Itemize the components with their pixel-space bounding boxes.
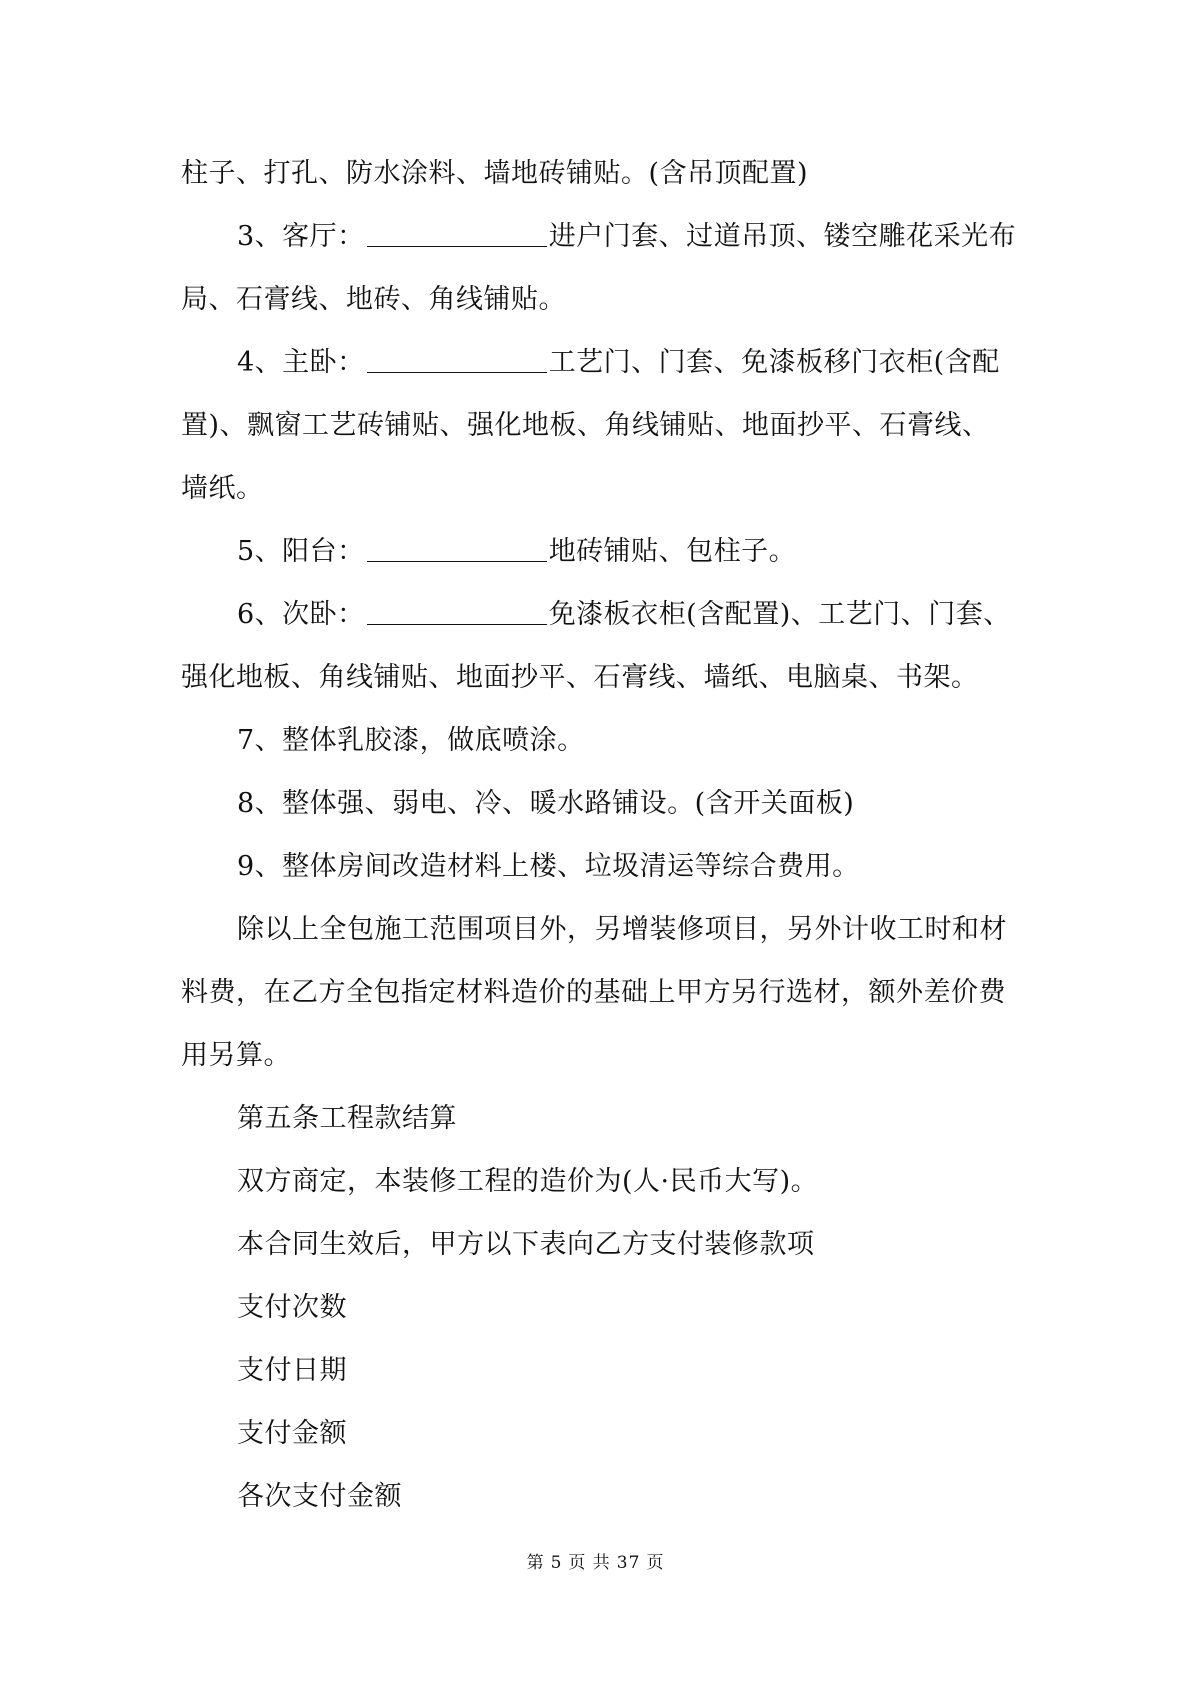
- list-item-living-room: [181, 205, 1021, 268]
- payment-field-count: 支付次数: [237, 1292, 347, 1323]
- fill-in-blank: [367, 216, 547, 247]
- paragraph-payment: 本合同生效后，甲方以下表向乙方支付装修款项: [237, 1229, 815, 1260]
- page-footer: [0, 1548, 1191, 1573]
- list-item-balcony: [181, 520, 1021, 583]
- section-heading: 第五条工程款结算: [237, 1103, 457, 1134]
- fill-in-blank: [367, 531, 547, 562]
- item-text: 地砖铺贴、包柱子。: [548, 536, 797, 567]
- item-label: 6、次卧：: [237, 599, 365, 630]
- text-line: 用另算。: [181, 1040, 291, 1071]
- payment-field-amount: 支付金额: [237, 1418, 347, 1449]
- fill-in-blank: [367, 342, 547, 373]
- list-item-electrical: 8、整体强、弱电、冷、暖水路铺设。(含开关面板): [237, 788, 855, 819]
- text-line: 置)、飘窗工艺砖铺贴、强化地板、角线铺贴、地面抄平、石膏线、: [181, 410, 990, 441]
- payment-field-each-amount: 各次支付金额: [237, 1481, 402, 1512]
- list-item-second-bedroom: [181, 583, 1021, 646]
- text-line: 墙纸。: [181, 473, 264, 504]
- item-label: 4、主卧：: [237, 347, 365, 378]
- text-line: 强化地板、角线铺贴、地面抄平、石膏线、墙纸、电脑桌、书架。: [181, 662, 979, 693]
- text-line: 局、石膏线、地砖、角线铺贴。: [181, 284, 566, 315]
- footer-prefix: 第: [526, 1553, 545, 1573]
- list-item-cleanup: 9、整体房间改造材料上楼、垃圾清运等综合费用。: [237, 851, 860, 882]
- footer-suffix: 页: [646, 1553, 665, 1573]
- item-label: 3、客厅：: [237, 221, 365, 252]
- total-pages: 37: [616, 1553, 641, 1573]
- payment-field-date: 支付日期: [237, 1355, 347, 1386]
- page-number: 5: [550, 1553, 563, 1573]
- text-line: 料费，在乙方全包指定材料造价的基础上甲方另行选材，额外差价费: [181, 977, 1006, 1008]
- text-line: 柱子、打孔、防水涂料、墙地砖铺贴。(含吊顶配置): [181, 158, 809, 189]
- footer-mid: 页 共: [568, 1553, 611, 1573]
- list-item-paint: 7、整体乳胶漆，做底喷涂。: [237, 725, 585, 756]
- fill-in-blank: [367, 594, 547, 625]
- item-text: 进户门套、过道吊顶、镂空雕花采光布: [548, 221, 1017, 252]
- list-item-master-bedroom: [181, 331, 1021, 394]
- item-label: 5、阳台：: [237, 536, 365, 567]
- paragraph-extra-items: 除以上全包施工范围项目外，另增装修项目，另外计收工时和材: [237, 914, 1007, 945]
- item-text: 免漆板衣柜(含配置)、工艺门、门套、: [548, 599, 1011, 630]
- paragraph-price: 双方商定，本装修工程的造价为(人·民币大写)。: [237, 1166, 819, 1197]
- document-body: [181, 142, 1021, 1528]
- item-text: 工艺门、门套、免漆板移门衣柜(含配: [548, 347, 1000, 378]
